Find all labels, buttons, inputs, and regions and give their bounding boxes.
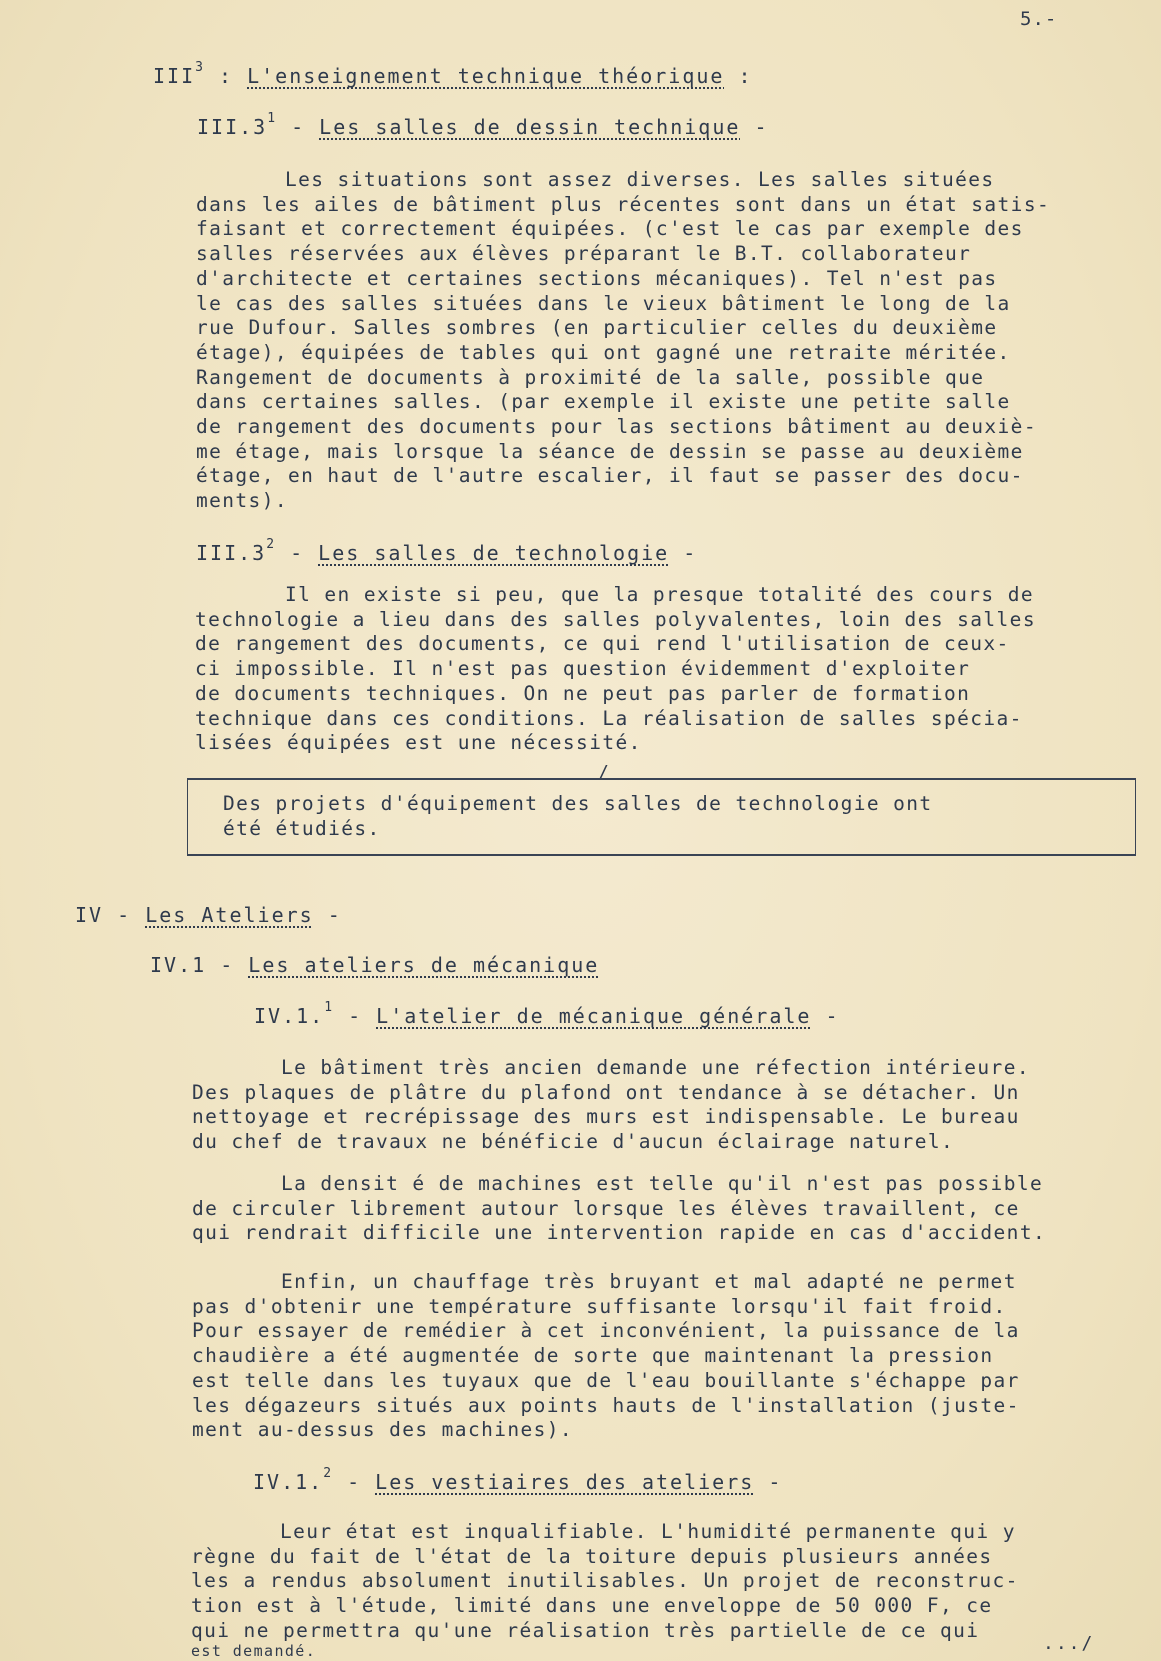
heading-label: III.3 (197, 115, 268, 139)
text-line: est demandé. (191, 1643, 317, 1656)
continuation-mark: .../ (1043, 1633, 1095, 1654)
text-line: La densit é de machines est telle qu'il n'est pas possible (281, 1172, 1044, 1195)
text-line: de rangement des documents, ce qui rend l'utilisation de ceux- (195, 632, 1010, 656)
text-line: salles réservées aux élèves préparant le B.T. collaborateur (196, 242, 972, 266)
text-line: le cas des salles situées dans le vieux bâtiment le long de la (196, 291, 1011, 315)
text-line: ment au-dessus des machines). (192, 1418, 574, 1442)
text-line: de circuler librement autour lorsque les élèves travaillent, ce (192, 1196, 1020, 1220)
heading-superscript: 1 (324, 1000, 335, 1015)
heading-title: Les salles de technologie (318, 541, 670, 565)
text-line: qui ne permettra qu'une réalisation très partielle de ce qui (191, 1618, 980, 1642)
text-line: ci impossible. Il n'est pas question évidemment d'exploiter (195, 657, 971, 681)
heading-title: Les Ateliers (145, 903, 314, 927)
text-line: d'architecte et certaines sections mécaniques). Tel n'est pas (196, 266, 998, 290)
heading-label: IV.1. (253, 1470, 324, 1494)
heading-section-iv (75, 903, 342, 927)
heading-section-iv1 (150, 953, 599, 977)
text-line: chaudière a été augmentée de sorte que maintenant la pression (192, 1344, 994, 1368)
paragraph-atelier-chauffage (192, 1270, 1020, 1443)
page-number: 5.- (1020, 8, 1058, 30)
heading-superscript: 2 (323, 1466, 334, 1481)
text-line: Leur état est inqualifiable. L'humidité permanente qui y (280, 1520, 1016, 1543)
heading-separator: - (276, 541, 319, 565)
heading-section-iii3-1 (197, 111, 769, 139)
paragraph-atelier-batiment (192, 1056, 1030, 1155)
heading-label: III (153, 64, 196, 88)
heading-title: Les ateliers de mécanique (248, 953, 600, 977)
text-line: dans les ailes de bâtiment plus récentes sont dans un état satis- (196, 192, 1051, 216)
heading-suffix: - (811, 1004, 840, 1028)
heading-superscript: 3 (195, 60, 205, 75)
text-line: les a rendus absolument inutilisables. Un projet de reconstruc- (191, 1569, 1019, 1593)
heading-suffix: : (724, 64, 753, 88)
text-line: les dégazeurs situés aux points hauts de l'installation (juste- (192, 1393, 1020, 1417)
text-line: nettoyage et recrépissage des murs est indispensable. Le bureau (192, 1105, 1020, 1129)
text-line: Le bâtiment très ancien demande une réfection intérieure. (281, 1056, 1030, 1079)
text-line: de rangement des documents pour las sections bâtiment au deuxiè- (196, 415, 1037, 439)
text-line: dans certaines salles. (par exemple il existe une petite salle (196, 390, 1011, 414)
text-line: été étudiés. (223, 816, 381, 840)
text-line: technologie a lieu dans des salles polyvalentes, loin des salles (195, 607, 1036, 631)
heading-suffix: - (313, 903, 342, 927)
text-line: Rangement de documents à proximité de la salle, possible que (196, 365, 985, 389)
text-line: rue Dufour. Salles sombres (en particulier celles du deuxième (196, 316, 998, 340)
boxed-note-text (223, 792, 933, 841)
heading-title: Les salles de dessin technique (319, 115, 741, 139)
text-line: Des projets d'équipement des salles de technologie ont (223, 792, 933, 815)
text-line: règne du fait de l'état de la toiture depuis plusieurs années (191, 1544, 993, 1568)
heading-section-iv1-2 (253, 1466, 783, 1494)
paragraph-salles-technologie (195, 583, 1036, 756)
text-line: ments). (196, 489, 288, 513)
heading-title: L'atelier de mécanique générale (376, 1004, 812, 1028)
text-line: de documents techniques. On ne peut pas parler de formation (195, 681, 971, 705)
heading-separator: - (277, 115, 320, 139)
text-line: étage), équipées de tables qui ont gagné une retraite méritée. (196, 340, 1011, 364)
paragraph-salles-dessin (196, 168, 1050, 514)
heading-superscript: 2 (266, 537, 277, 552)
heading-label: IV.1. (254, 1004, 325, 1028)
heading-section-iii3 (153, 60, 753, 88)
text-line: du chef de travaux ne bénéficie d'aucun éclairage naturel. (192, 1130, 955, 1154)
heading-suffix: - (754, 1470, 783, 1494)
text-line: faisant et correctement équipées. (c'est le cas par exemple des (196, 217, 1024, 241)
heading-section-iv1-1 (254, 1000, 840, 1028)
text-line: pas d'obtenir une température suffisante lorsqu'il fait froid. (192, 1294, 1007, 1318)
paragraph-atelier-densite (192, 1172, 1046, 1246)
heading-section-iii3-2 (196, 537, 698, 565)
heading-suffix: - (740, 115, 769, 139)
text-line: tion est à l'étude, limité dans une enveloppe de 50 000 F, ce (191, 1594, 993, 1618)
boxed-note (187, 778, 1136, 856)
paragraph-vestiaires (191, 1520, 1019, 1656)
heading-separator: : (204, 64, 248, 88)
text-line: technique dans ces conditions. La réalisation de salles spécia- (195, 706, 1023, 730)
heading-label: IV - (75, 903, 146, 927)
heading-separator: - (334, 1004, 377, 1028)
text-line: étage, en haut de l'autre escalier, il faut se passer des docu- (196, 464, 1024, 488)
text-line: Pour essayer de remédier à cet inconvénient, la puissance de la (192, 1319, 1020, 1343)
text-line: Des plaques de plâtre du plafond ont tendance à se détacher. Un (192, 1080, 1020, 1104)
heading-title: L'enseignement technique théorique (247, 64, 725, 88)
heading-title: Les vestiaires des ateliers (375, 1470, 755, 1494)
text-line: Les situations sont assez diverses. Les salles situées (285, 168, 995, 191)
text-line: lisées équipées est une nécessité. (195, 731, 642, 755)
pen-mark: / (598, 762, 609, 783)
text-line: Il en existe si peu, que la presque totalité des cours de (285, 583, 1034, 606)
text-line: qui rendrait difficile une intervention rapide en cas d'accident. (192, 1221, 1047, 1245)
heading-superscript: 1 (267, 111, 278, 126)
heading-label: IV.1 - (150, 953, 249, 977)
text-line: Enfin, un chauffage très bruyant et mal adapté ne permet (281, 1270, 1017, 1293)
text-line: me étage, mais lorsque la séance de dessin se passe au deuxième (196, 439, 1024, 463)
heading-separator: - (333, 1470, 376, 1494)
heading-label: III.3 (196, 541, 267, 565)
heading-suffix: - (669, 541, 698, 565)
text-line: est telle dans les tuyaux que de l'eau bouillante s'échappe par (192, 1368, 1020, 1392)
